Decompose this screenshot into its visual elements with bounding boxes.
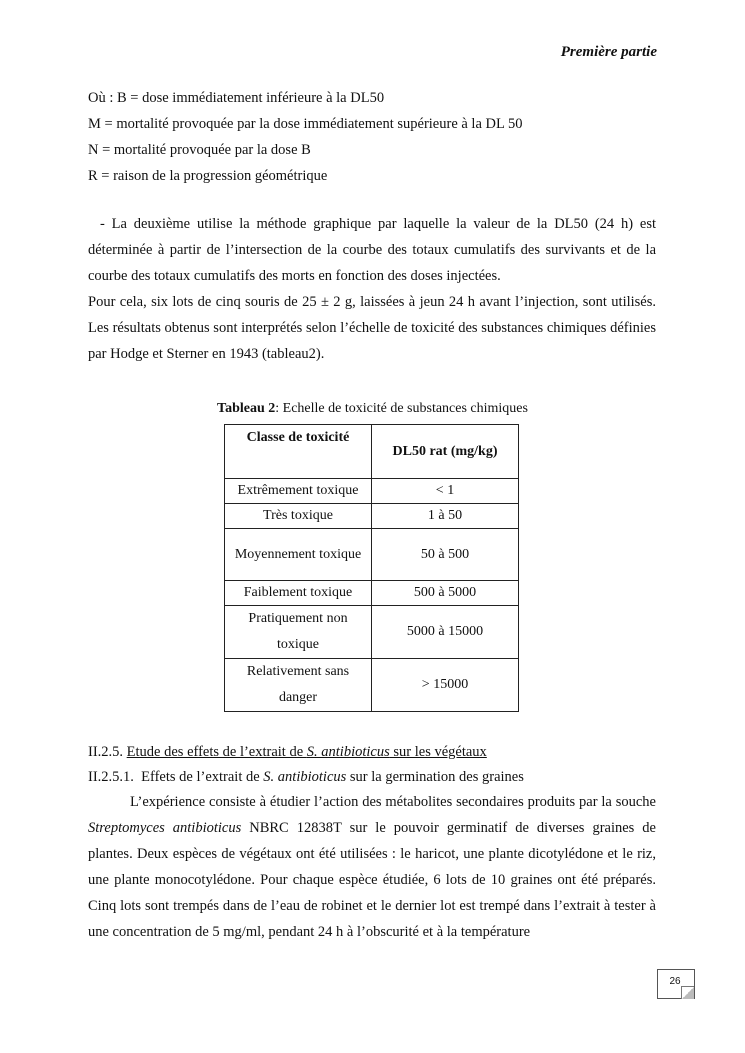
section-heading (88, 744, 487, 761)
legend-line-b: Où : B = dose immédiatement inférieure à la DL50 (88, 90, 385, 106)
running-header: Première partie (560, 44, 657, 60)
paragraph-experiment-text (88, 789, 656, 945)
table-cell-value: 50 à 500 (372, 529, 519, 581)
table-row (225, 529, 519, 581)
subsection-title-pre: Effets de l’extrait de (141, 769, 264, 785)
table-cell-class: Moyennement toxique (225, 529, 372, 581)
paragraph-experiment-species: Streptomyces antibioticus (88, 820, 242, 836)
paragraph-experiment (88, 789, 656, 945)
section-title (127, 744, 487, 760)
page-corner-fold-icon (681, 986, 694, 999)
section-title-post: sur les végétaux (389, 744, 487, 760)
table-caption-label: Tableau 2 (217, 401, 276, 416)
legend-line-m: M = mortalité provoquée par la dose immédiatement supérieure à la DL 50 (88, 116, 523, 132)
paragraph-experiment-pre: L’expérience consiste à étudier l’action des métabolites secondaires produits par la souche (130, 794, 656, 810)
legend-line-n: N = mortalité provoquée par la dose B (88, 142, 311, 158)
legend-line-r: R = raison de la progression géométrique (88, 168, 328, 184)
table-header-class: Classe de toxicité (225, 425, 372, 479)
subsection-title-species: S. antibioticus (263, 769, 347, 785)
table-cell-class: Relativement sans danger (225, 659, 372, 712)
toxicity-table (224, 424, 519, 712)
table-cell-value: 500 à 5000 (372, 581, 519, 606)
table-row (225, 581, 519, 606)
table-cell-class: Faiblement toxique (225, 581, 372, 606)
section-number: II.2.5. (88, 744, 124, 760)
table-cell-class: Extrêmement toxique (225, 479, 372, 504)
table-row (225, 479, 519, 504)
page-number: 26 (669, 976, 681, 987)
paragraph-graphic-method: - La deuxième utilise la méthode graphique par laquelle la valeur de la DL50 (24 h) est déterminée à partir de l’intersection de la courbe des totaux cumulatifs des survivants et de la courbe des totaux cumulatifs des morts en fonction des doses injectées. (88, 216, 656, 284)
paragraph-experiment-post: NBRC 12838T sur le pouvoir germinatif de diverses graines de plantes. Deux espèces de végétaux ont été utilisées : le haricot, une plante dicotylédone et le riz, une plante monocotylédone. Pour chaque espèce étudiée, 6 lots de 10 graines ont été préparés. Cinq lots sont trempés dans de l’eau de robinet et le dernier lot est trempé dans l’extrait à tester à une concentration de 5 mg/ml, pendant 24 h à l’obscurité et à la température (88, 820, 656, 940)
table-cell-value: 5000 à 15000 (372, 606, 519, 659)
subsection-number: II.2.5.1. (88, 769, 134, 785)
paragraph-protocol: Pour cela, six lots de cinq souris de 25 ± 2 g, laissées à jeun 24 h avant l’injection, sont utilisés. Les résultats obtenus sont interprétés selon l’échelle de toxicité des substances chimiques définies par Hodge et Sterner en 1943 (tableau2). (88, 294, 656, 362)
table-row (225, 659, 519, 712)
paragraph-methods (88, 211, 656, 367)
table-caption (0, 401, 745, 417)
table-cell-class: Très toxique (225, 504, 372, 529)
section-title-species: S. antibioticus (306, 744, 390, 760)
subsection-heading (88, 769, 524, 786)
table-header-dl50: DL50 rat (mg/kg) (372, 425, 519, 479)
table-row (225, 504, 519, 529)
table-caption-text: : Echelle de toxicité de substances chimiques (275, 401, 528, 416)
table-header-row (225, 425, 519, 479)
table-cell-class: Pratiquement non toxique (225, 606, 372, 659)
table-cell-value: > 15000 (372, 659, 519, 712)
table-row (225, 606, 519, 659)
section-title-pre: Etude des effets de l’extrait de (126, 744, 307, 760)
subsection-title-post: sur la germination des graines (346, 769, 524, 785)
table-cell-value: 1 à 50 (372, 504, 519, 529)
table-cell-value: < 1 (372, 479, 519, 504)
